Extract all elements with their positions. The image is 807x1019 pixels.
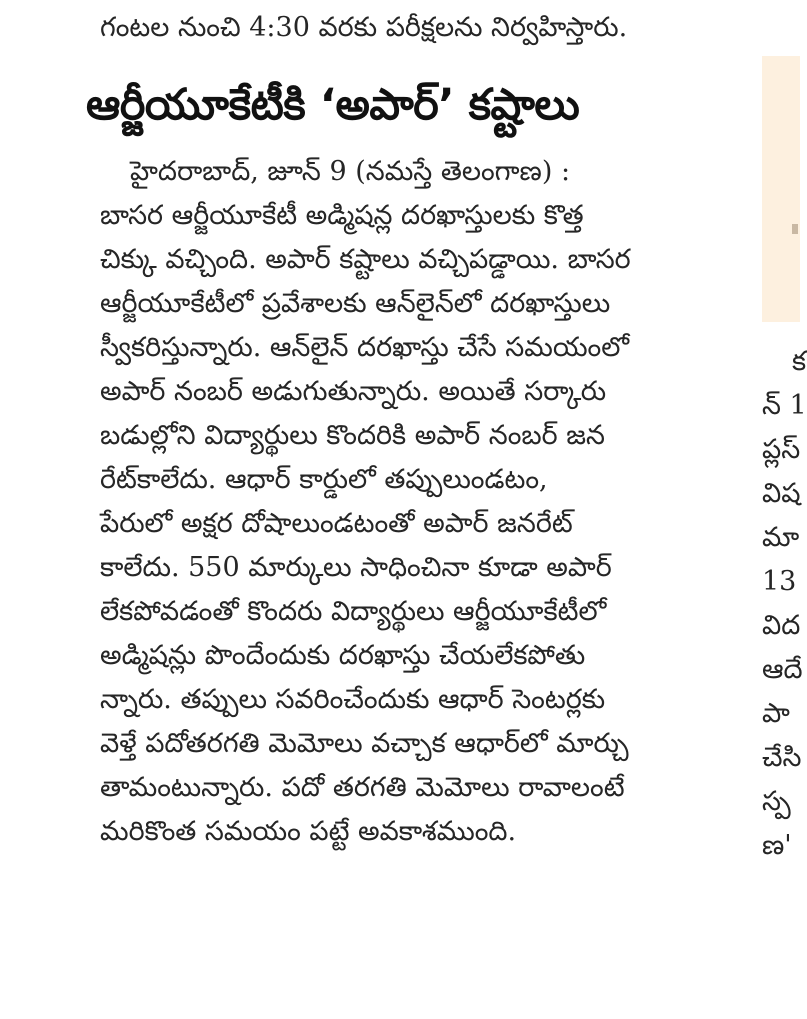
adjacent-line: ఆదే xyxy=(762,654,803,685)
article-body xyxy=(100,150,680,854)
article-line: బాసర ఆర్జీయూకేటీ అడ్మిషన్ల దరఖాస్తులకు కొత్త xyxy=(100,200,584,231)
adjacent-line: క xyxy=(792,346,807,377)
article-line-dateline: హైదరాబాద్, జూన్ 9 (నమస్తే తెలంగాణ) : xyxy=(130,156,571,187)
article-line: ఆర్జీయూకేటీలో ప్రవేశాలకు ఆన్‌లైన్‌లో దరఖాస్తులు xyxy=(100,288,611,319)
article-line: అపార్ నంబర్ అడుగుతున్నారు. అయితే సర్కారు xyxy=(100,376,607,407)
article-line: మరికొంత సమయం పట్టే అవకాశముంది. xyxy=(100,816,517,847)
article-line: లేకపోవడంతో కొందరు విద్యార్థులు ఆర్జీయూకేటీలో xyxy=(100,596,607,627)
article-line: తామంటున్నారు. పదో తరగతి మెమోలు రావాలంటే xyxy=(100,772,625,803)
adjacent-line: విద xyxy=(762,610,801,641)
adjacent-shaded-box xyxy=(762,56,800,322)
article-line: వెళ్తే పదోతరగతి మెమోలు వచ్చాక ఆధార్‌లో మార్చు xyxy=(100,728,629,759)
adjacent-line: మా xyxy=(762,522,800,553)
adjacent-line: ణ' xyxy=(762,830,792,861)
article-line: చిక్కు వచ్చింది. అపార్ కష్టాలు వచ్చిపడ్డాయి. బాసర xyxy=(100,244,631,275)
adjacent-box-glyph xyxy=(792,224,798,234)
article-line: రేట్‌కాలేదు. ఆధార్ కార్డులో తప్పులుండటం, xyxy=(100,464,548,495)
adjacent-line: 13 xyxy=(762,566,797,597)
previous-article-last-line: గంటల నుంచి 4:30 వరకు పరీక్షలను నిర్వహిస్తారు. xyxy=(100,12,628,43)
adjacent-line: న్ 1 xyxy=(762,390,807,421)
article-line: అడ్మిషన్లు పొందేందుకు దరఖాస్తు చేయలేకపోతు xyxy=(100,640,586,671)
adjacent-line: ప్లస్ xyxy=(762,434,801,465)
adjacent-article-column xyxy=(762,340,807,868)
article-line: కాలేదు. 550 మార్కులు సాధించినా కూడా అపార్ xyxy=(100,552,612,583)
article-line: స్వీకరిస్తున్నారు. ఆన్‌లైన్ దరఖాస్తు చేసే సమయంలో xyxy=(100,332,630,363)
article-line: న్నారు. తప్పులు సవరించేందుకు ఆధార్ సెంటర్లకు xyxy=(100,684,606,715)
adjacent-line: స్ప xyxy=(762,786,791,817)
adjacent-line: పా xyxy=(762,698,790,729)
article-line: పేరులో అక్షర దోషాలుండటంతో అపార్ జనరేట్ xyxy=(100,508,573,539)
adjacent-line: విష xyxy=(762,478,801,509)
article-line: బడుల్లోని విద్యార్థులు కొందరికి అపార్ నంబర్ జన xyxy=(100,420,605,451)
article-headline: ఆర్జీయూకేటీకి ‘అపార్’ కష్టాలు xyxy=(86,80,580,130)
adjacent-line: చేసి xyxy=(762,742,802,773)
